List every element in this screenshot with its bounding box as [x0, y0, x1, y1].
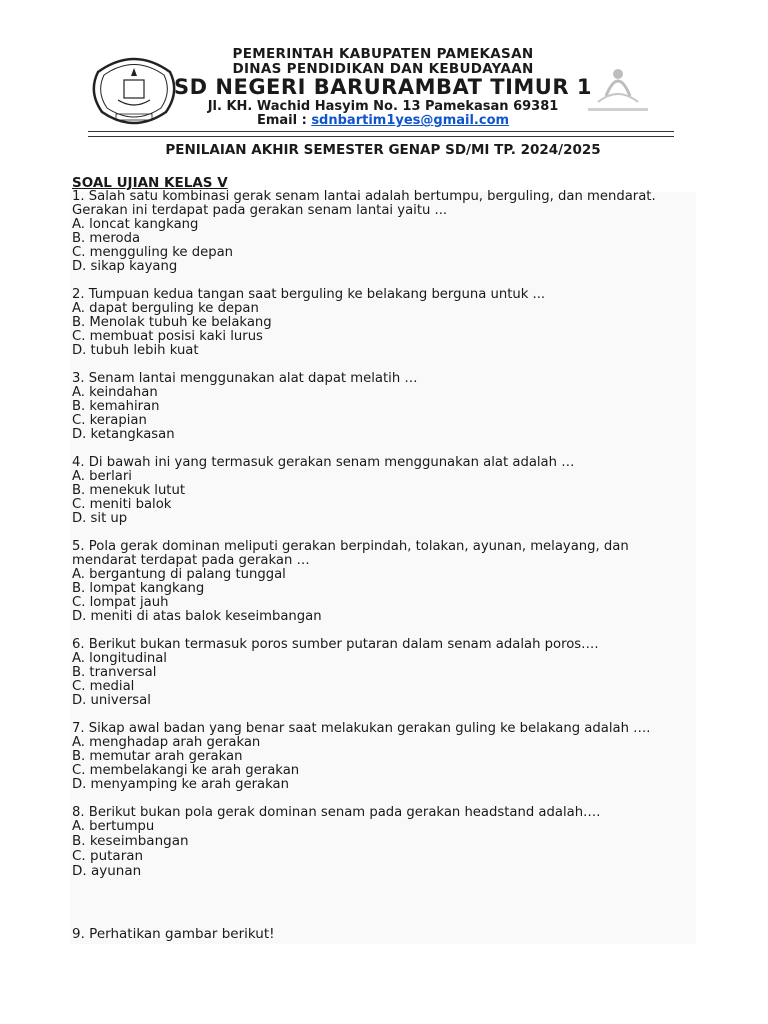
answer-option: D. ketangkasan [72, 427, 175, 442]
question-stem: 6. Berikut bukan termasuk poros sumber putaran dalam senam adalah poros…. [72, 637, 599, 652]
answer-option: B. Menolak tubuh ke belakang [72, 315, 272, 330]
question-item [72, 540, 694, 624]
answer-option: C. meniti balok [72, 497, 172, 512]
answer-option: A. dapat berguling ke depan [72, 301, 259, 316]
answer-option: A. bertumpu [72, 819, 155, 834]
answer-option: B. kemahiran [72, 399, 160, 414]
question-item [72, 638, 694, 708]
answer-option: B. tranversal [72, 665, 157, 680]
answer-option: A. menghadap arah gerakan [72, 735, 261, 750]
answer-option: B. keseimbangan [72, 833, 189, 849]
question-stem: 5. Pola gerak dominan meliputi gerakan berpindah, tolakan, ayunan, melayang, dan mendarat terdapat pada gerakan … [72, 539, 629, 568]
header-divider-thin [88, 136, 674, 137]
answer-option: C. putaran [72, 848, 144, 864]
answer-option: A. keindahan [72, 385, 158, 400]
question-stem: 8. Berikut bukan pola gerak dominan senam pada gerakan headstand adalah…. [72, 805, 601, 820]
question-item [72, 722, 694, 792]
school-address: Jl. KH. Wachid Hasyim No. 13 Pamekasan 69381 [207, 99, 559, 114]
question-item [72, 190, 694, 274]
answer-option: C. membuat posisi kaki lurus [72, 329, 263, 344]
answer-option: D. ayunan [72, 863, 142, 879]
answer-option: A. loncat kangkang [72, 217, 199, 232]
email-label: Email : [256, 113, 307, 128]
answer-option: C. membelakangi ke arah gerakan [72, 763, 300, 778]
answer-option: D. tubuh lebih kuat [72, 343, 199, 358]
soal-heading: SOAL UJIAN KELAS V [72, 175, 228, 191]
answer-option: A. bergantung di palang tunggal [72, 567, 286, 582]
answer-option: A. berlari [72, 469, 132, 484]
question-item [72, 372, 694, 442]
question-item [72, 806, 694, 879]
question-stem: 3. Senam lantai menggunakan alat dapat melatih … [72, 371, 418, 386]
answer-option: C. kerapian [72, 413, 147, 428]
answer-option: D. meniti di atas balok keseimbangan [72, 609, 322, 624]
answer-option: B. menekuk lutut [72, 483, 186, 498]
question-list [72, 190, 694, 893]
header-line-government: PEMERINTAH KABUPATEN PAMEKASAN [232, 46, 534, 62]
answer-option: B. lompat kangkang [72, 581, 205, 596]
question-stem: 2. Tumpuan kedua tangan saat berguling ke belakang berguna untuk ... [72, 287, 546, 302]
exam-title: PENILAIAN AKHIR SEMESTER GENAP SD/MI TP. 2024/2025 [165, 142, 601, 158]
question-stem: 4. Di bawah ini yang termasuk gerakan senam menggunakan alat adalah … [72, 455, 575, 470]
school-name: SD NEGERI BARURAMBAT TIMUR 1 [174, 75, 592, 99]
answer-option: B. meroda [72, 231, 141, 246]
header-divider-thick [88, 131, 674, 132]
header-line-department: DINAS PENDIDIKAN DAN KEBUDAYAAN [232, 61, 534, 77]
letterhead [70, 44, 696, 136]
answer-option: C. medial [72, 679, 135, 694]
question-9: 9. Perhatikan gambar berikut! [72, 926, 275, 942]
answer-option: A. longitudinal [72, 651, 167, 666]
question-stem: 1. Salah satu kombinasi gerak senam lantai adalah bertumpu, berguling, dan mendarat. Gerakan ini terdapat pada gerakan senam lantai yaitu ... [72, 189, 656, 218]
answer-option: C. mengguling ke depan [72, 245, 234, 260]
email-link[interactable]: sdnbartim1yes@gmail.com [311, 113, 510, 128]
question-stem: 7. Sikap awal badan yang benar saat melakukan gerakan guling ke belakang adalah …. [72, 721, 651, 736]
answer-option: D. universal [72, 693, 151, 708]
email-line [70, 113, 696, 128]
question-item [72, 288, 694, 358]
answer-option: B. memutar arah gerakan [72, 749, 243, 764]
question-item [72, 456, 694, 526]
answer-option: D. sikap kayang [72, 259, 178, 274]
answer-option: D. menyamping ke arah gerakan [72, 777, 289, 792]
answer-option: C. lompat jauh [72, 595, 169, 610]
answer-option: D. sit up [72, 511, 128, 526]
